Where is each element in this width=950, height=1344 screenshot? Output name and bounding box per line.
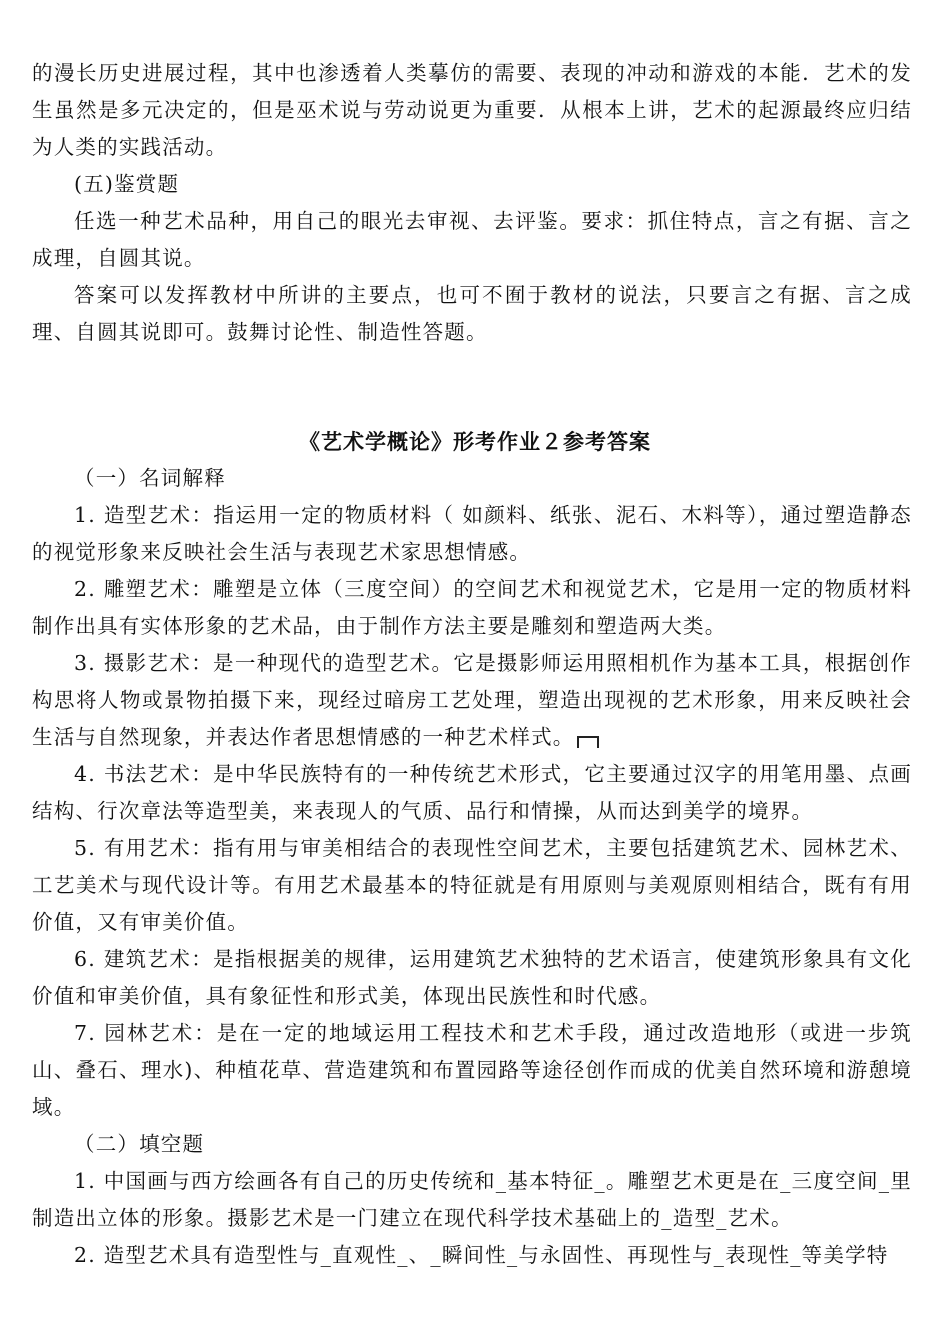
- term-item-sculpture: 2. 雕塑艺术：雕塑是立体（三度空间）的空间艺术和视觉艺术，它是用一定的物质材料制作出具有实体形象的艺术品，由于制作方法主要是雕刻和塑造两大类。: [32, 577, 912, 638]
- section-heading-appreciation: (五)鉴赏题: [74, 172, 180, 196]
- section-heading-fill-blank: （二）填空题: [74, 1132, 205, 1156]
- document-title: 《艺术学概论》形考作业２参考答案: [299, 429, 651, 454]
- term-item-photography-text: 3. 摄影艺术：是一种现代的造型艺术。它是摄影师运用照相机作为基本工具，根据创作构思将人物或景物拍摄下来，现经过暗房工艺处理，塑造出现视的艺术形象，用来反映社会生活与自然现象，并表达作者思想情感的一种艺术样式。: [32, 651, 912, 749]
- term-item-architecture: 6. 建筑艺术：是指根据美的规律，运用建筑艺术独特的艺术语言，使建筑形象具有文化价值和审美价值，具有象征性和形式美，体现出民族性和时代感。: [32, 947, 912, 1008]
- paragraph-appreciation-answer: 答案可以发挥教材中所讲的主要点，也可不囿于教材的说法，只要言之有据、言之成理、自圆其说即可。鼓舞讨论性、制造性答题。: [32, 283, 912, 344]
- paragraph-appreciation-question: 任选一种艺术品种，用自己的眼光去审视、去评鉴。要求：抓住特点，言之有据、言之成理，自圆其说。: [32, 209, 912, 270]
- term-item-photography: [32, 645, 912, 756]
- term-item-practical-art: 5. 有用艺术：指有用与审美相结合的表现性空间艺术，主要包括建筑艺术、园林艺术、工艺美术与现代设计等。有用艺术最基本的特征就是有用原则与美观原则相结合，既有有用价值，又有审美价值。: [32, 836, 912, 934]
- section-heading-term-explanation: （一）名词解释: [74, 466, 226, 490]
- fill-item-1: 1. 中国画与西方绘画各有自己的历史传统和_基本特征_。雕塑艺术更是在_三度空间_里制造出立体的形象。摄影艺术是一门建立在现代科学技术基础上的_造型_艺术。: [32, 1169, 912, 1230]
- bracket-mark-icon: [577, 736, 599, 748]
- paragraph-art-origin-continued: 的漫长历史进展过程，其中也渗透着人类摹仿的需要、表现的冲动和游戏的本能．艺术的发生虽然是多元决定的，但是巫术说与劳动说更为重要．从根本上讲，艺术的起源最终应归结为人类的实践活动。: [32, 61, 912, 159]
- term-item-garden-art: 7. 园林艺术：是在一定的地域运用工程技术和艺术手段，通过改造地形（或进一步筑山、叠石、理水)、种植花草、营造建筑和布置园路等途径创作而成的优美自然环境和游憩境域。: [32, 1021, 912, 1119]
- term-item-plastic-art: 1. 造型艺术：指运用一定的物质材料（ 如颜料、纸张、泥石、木料等），通过塑造静态的视觉形象来反映社会生活与表现艺术家思想情感。: [32, 503, 912, 564]
- term-item-calligraphy: 4. 书法艺术：是中华民族特有的一种传统艺术形式，它主要通过汉字的用笔用墨、点画结构、行次章法等造型美，来表现人的气质、品行和情操，从而达到美学的境界。: [32, 762, 912, 823]
- fill-item-2: 2. 造型艺术具有造型性与_直观性_、_瞬间性_与永固性、再现性与_表现性_等美学特: [74, 1243, 889, 1267]
